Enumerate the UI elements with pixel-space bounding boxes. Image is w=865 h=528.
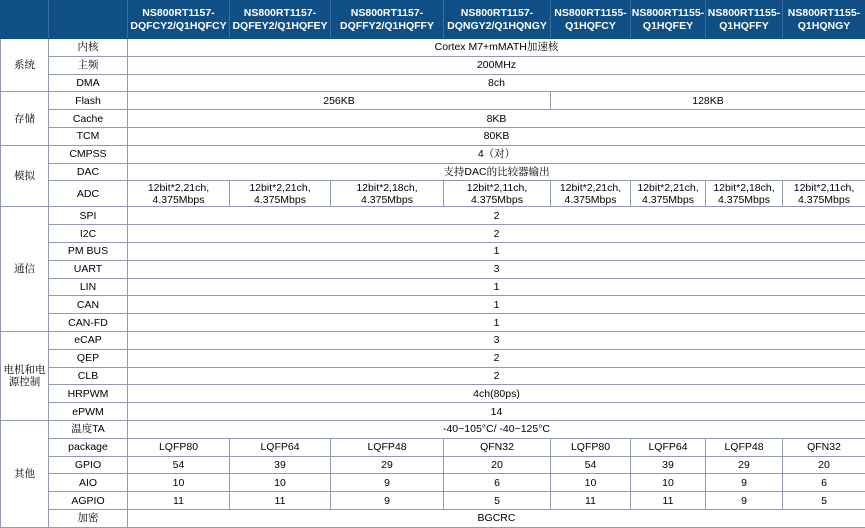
row-value: LQFP64 — [230, 438, 331, 456]
header-model: NS800RT1157-DQFEY2/Q1HQFEY — [230, 1, 331, 39]
header-model: NS800RT1155-Q1HQFEY — [631, 1, 706, 39]
row-label: DAC — [49, 163, 128, 181]
row-label: Flash — [49, 92, 128, 110]
row-value: Cortex M7+mMATH加速核 — [128, 39, 865, 57]
row-uart — [1, 260, 865, 278]
category-system: 系统 — [1, 39, 49, 92]
row-label: CAN — [49, 296, 128, 314]
row-value: 12bit*2,21ch, 4.375Mbps — [230, 181, 331, 207]
row-value: 80KB — [128, 127, 865, 145]
row-value: 12bit*2,11ch, 4.375Mbps — [783, 181, 865, 207]
row-package — [1, 438, 865, 456]
row-value: 39 — [230, 456, 331, 474]
row-value: 6 — [783, 474, 865, 492]
header-corner — [1, 1, 49, 39]
row-value: 20 — [783, 456, 865, 474]
row-flash — [1, 92, 865, 110]
row-ecap — [1, 331, 865, 349]
row-value: 39 — [631, 456, 706, 474]
row-label: 温度TA — [49, 420, 128, 438]
row-canfd — [1, 314, 865, 332]
category-analog: 模拟 — [1, 145, 49, 207]
row-value: 1 — [128, 296, 865, 314]
row-value: 2 — [128, 225, 865, 243]
row-dac — [1, 163, 865, 181]
row-value: 1 — [128, 278, 865, 296]
category-storage: 存储 — [1, 92, 49, 145]
row-label: GPIO — [49, 456, 128, 474]
row-value: 9 — [331, 474, 444, 492]
row-value: 14 — [128, 403, 865, 421]
row-value: 4ch(80ps) — [128, 385, 865, 403]
header-model: NS800RT1157-DQFFY2/Q1HQFFY — [331, 1, 444, 39]
category-motor: 电机和电源控制 — [1, 331, 49, 420]
row-epwm — [1, 403, 865, 421]
row-value: 10 — [551, 474, 631, 492]
row-spi — [1, 207, 865, 225]
row-value: 9 — [706, 474, 783, 492]
row-value: 9 — [331, 492, 444, 510]
row-label: 内核 — [49, 39, 128, 57]
row-value: 20 — [444, 456, 551, 474]
row-value: 29 — [331, 456, 444, 474]
row-tcm — [1, 127, 865, 145]
row-label: Cache — [49, 110, 128, 128]
row-label: DMA — [49, 74, 128, 92]
row-value: 256KB — [128, 92, 551, 110]
row-value: 12bit*2,21ch, 4.375Mbps — [128, 181, 230, 207]
row-i2c — [1, 225, 865, 243]
row-label: QEP — [49, 349, 128, 367]
row-cmpss — [1, 145, 865, 163]
row-value: 2 — [128, 349, 865, 367]
row-freq — [1, 56, 865, 74]
row-value: 4（对） — [128, 145, 865, 163]
row-value: LQFP48 — [706, 438, 783, 456]
row-value: 29 — [706, 456, 783, 474]
row-value: -40~105°C/ -40~125°C — [128, 420, 865, 438]
row-value: 128KB — [551, 92, 865, 110]
row-value: 11 — [631, 492, 706, 510]
row-value: 12bit*2,18ch, 4.375Mbps — [706, 181, 783, 207]
row-label: TCM — [49, 127, 128, 145]
row-value: 12bit*2,11ch, 4.375Mbps — [444, 181, 551, 207]
row-value: 12bit*2,18ch, 4.375Mbps — [331, 181, 444, 207]
row-value: 11 — [551, 492, 631, 510]
row-qep — [1, 349, 865, 367]
row-dma — [1, 74, 865, 92]
row-hrpwm — [1, 385, 865, 403]
row-label: CMPSS — [49, 145, 128, 163]
header-model: NS800RT1155-Q1HQNGY — [783, 1, 865, 39]
row-label: PM BUS — [49, 242, 128, 260]
row-label: AIO — [49, 474, 128, 492]
row-value: 5 — [783, 492, 865, 510]
row-value: LQFP64 — [631, 438, 706, 456]
row-value: 1 — [128, 314, 865, 332]
category-comm: 通信 — [1, 207, 49, 332]
row-value: 支持DAC的比较器输出 — [128, 163, 865, 181]
row-value: LQFP48 — [331, 438, 444, 456]
header-model: NS800RT1157-DQFCY2/Q1HQFCY — [128, 1, 230, 39]
row-value: 54 — [551, 456, 631, 474]
row-label: CLB — [49, 367, 128, 385]
header-model: NS800RT1155-Q1HQFCY — [551, 1, 631, 39]
row-value: 8KB — [128, 110, 865, 128]
row-value: 2 — [128, 367, 865, 385]
row-clb — [1, 367, 865, 385]
row-label: AGPIO — [49, 492, 128, 510]
header-model: NS800RT1157-DQNGY2/Q1HQNGY — [444, 1, 551, 39]
row-label: eCAP — [49, 331, 128, 349]
row-value: QFN32 — [783, 438, 865, 456]
row-value: QFN32 — [444, 438, 551, 456]
row-value: 6 — [444, 474, 551, 492]
row-lin — [1, 278, 865, 296]
header-row — [1, 1, 865, 39]
row-value: 8ch — [128, 74, 865, 92]
row-value: 9 — [706, 492, 783, 510]
row-agpio — [1, 492, 865, 510]
row-value: 3 — [128, 331, 865, 349]
row-value: 11 — [128, 492, 230, 510]
row-temp — [1, 420, 865, 438]
row-label: LIN — [49, 278, 128, 296]
row-value: BGCRC — [128, 509, 865, 527]
header-model: NS800RT1155-Q1HQFFY — [706, 1, 783, 39]
row-label: ePWM — [49, 403, 128, 421]
row-value: 10 — [230, 474, 331, 492]
row-label: 主频 — [49, 56, 128, 74]
row-value: 54 — [128, 456, 230, 474]
row-value: 10 — [128, 474, 230, 492]
row-label: HRPWM — [49, 385, 128, 403]
row-pmbus — [1, 242, 865, 260]
row-value: 11 — [230, 492, 331, 510]
row-aio — [1, 474, 865, 492]
row-value: LQFP80 — [551, 438, 631, 456]
row-label: I2C — [49, 225, 128, 243]
row-value: 10 — [631, 474, 706, 492]
row-value: 12bit*2,21ch, 4.375Mbps — [551, 181, 631, 207]
row-label: 加密 — [49, 509, 128, 527]
row-label: CAN-FD — [49, 314, 128, 332]
row-value: 12bit*2,21ch, 4.375Mbps — [631, 181, 706, 207]
row-label: UART — [49, 260, 128, 278]
row-value: LQFP80 — [128, 438, 230, 456]
header-corner-sub — [49, 1, 128, 39]
row-label: package — [49, 438, 128, 456]
row-cache — [1, 110, 865, 128]
row-value: 1 — [128, 242, 865, 260]
row-value: 3 — [128, 260, 865, 278]
row-crypto — [1, 509, 865, 527]
row-value: 5 — [444, 492, 551, 510]
row-core — [1, 39, 865, 57]
row-gpio — [1, 456, 865, 474]
row-label: SPI — [49, 207, 128, 225]
category-other: 其他 — [1, 420, 49, 527]
row-value: 200MHz — [128, 56, 865, 74]
row-adc — [1, 181, 865, 207]
row-label: ADC — [49, 181, 128, 207]
row-value: 2 — [128, 207, 865, 225]
row-can — [1, 296, 865, 314]
